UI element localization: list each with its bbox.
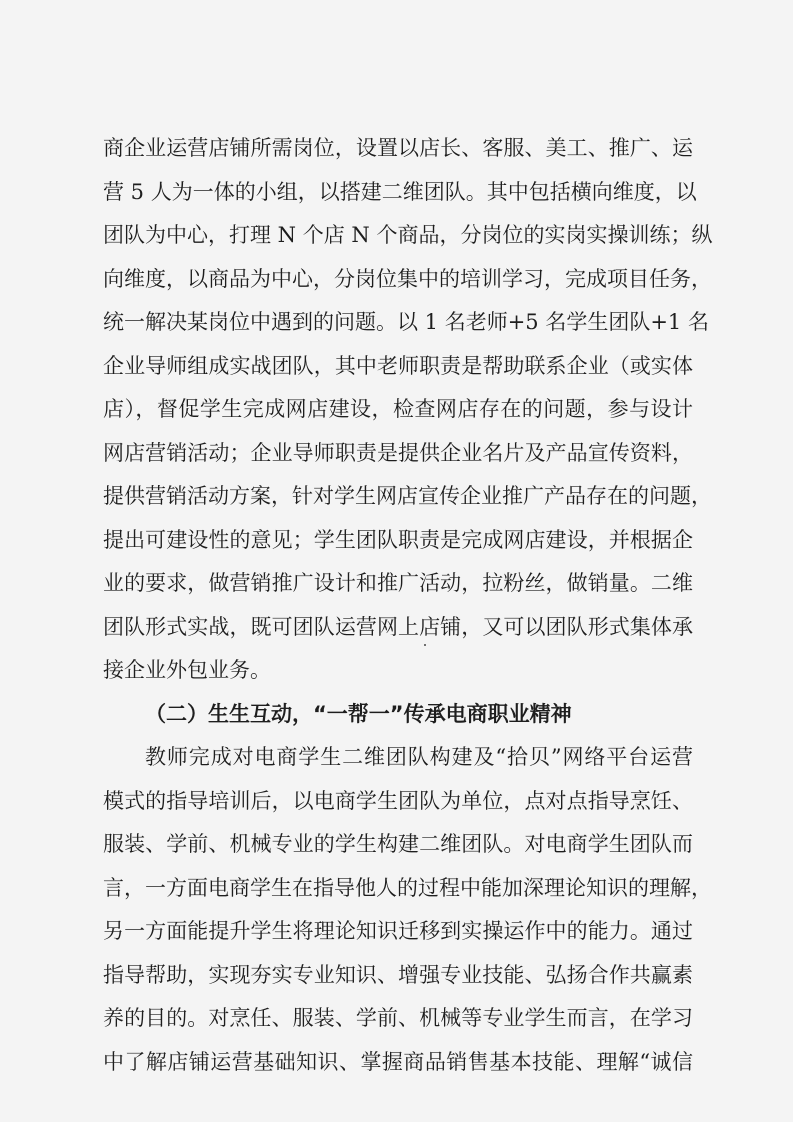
text-line: 养的目的。对烹任、服装、学前、机械等专业学生而言，在学习: [103, 1006, 693, 1030]
text-line: 提出可建设性的意见；学生团队职责是完成网店建设，并根据企: [103, 527, 693, 552]
paragraph-2: [103, 736, 712, 1084]
text-line: 向维度，以商品为中心，分岗位集中的培训学习，完成项目任务，: [103, 266, 712, 291]
text-line: 企业导师组成实战团队，其中老师职责是帮助联系企业（或实体: [103, 353, 693, 378]
text-line: 中了解店铺运营基础知识、掌握商品销售基本技能、理解“诚信: [103, 1049, 693, 1074]
scan-speck: [424, 644, 426, 646]
text-line: 另一方面能提升学生将理论知识迁移到实操运作中的能力。通过: [103, 919, 693, 943]
text-line: 服装、学前、机械专业的学生构建二维团队。对电商学生团队而: [103, 832, 693, 856]
text-line: 提供营销活动方案，针对学生网店宣传企业推广产品存在的问题，: [103, 484, 712, 508]
text-line: 模式的指导培训后，以电商学生团队为单位，点对点指导烹饪、: [103, 788, 693, 813]
text-line: 接企业外包业务。: [103, 658, 271, 682]
text-line: 统一解决某岗位中遇到的问题。以 1 名老师+5 名学生团队+1 名: [103, 310, 709, 334]
text-line: 业的要求，做营销推广设计和推广活动，拉粉丝，做销量。二维: [103, 571, 693, 595]
paragraph-1: [103, 127, 713, 693]
section-heading: （二）生生互动，“一帮一”传承电商职业精神: [145, 701, 572, 726]
text-line: 指导帮助，实现夯实专业知识、增强专业技能、弘扬合作共赢素: [103, 962, 693, 987]
text-line: 网店营销活动；企业导师职责是提供企业名片及产品宣传资料，: [103, 440, 693, 465]
text-line: 教师完成对电商学生二维团队构建及“拾贝”网络平台运营: [145, 745, 693, 769]
text-line: 团队形式实战，既可团队运营网上店铺，又可以团队形式集体承: [103, 614, 693, 639]
text-line: 团队为中心，打理 N 个店 N 个商品，分岗位的实岗实操训练；纵: [103, 223, 713, 247]
text-line: 言，一方面电商学生在指导他人的过程中能加深理论知识的理解，: [103, 875, 712, 900]
text-line: 商企业运营店铺所需岗位，设置以店长、客服、美工、推广、运: [103, 136, 693, 160]
document-body: [103, 127, 713, 1084]
text-line: 店），督促学生完成网店建设，检查网店存在的问题，参与设计: [103, 397, 693, 421]
text-line: 营 5 人为一体的小组，以搭建二维团队。其中包括横向维度，以: [103, 179, 697, 204]
